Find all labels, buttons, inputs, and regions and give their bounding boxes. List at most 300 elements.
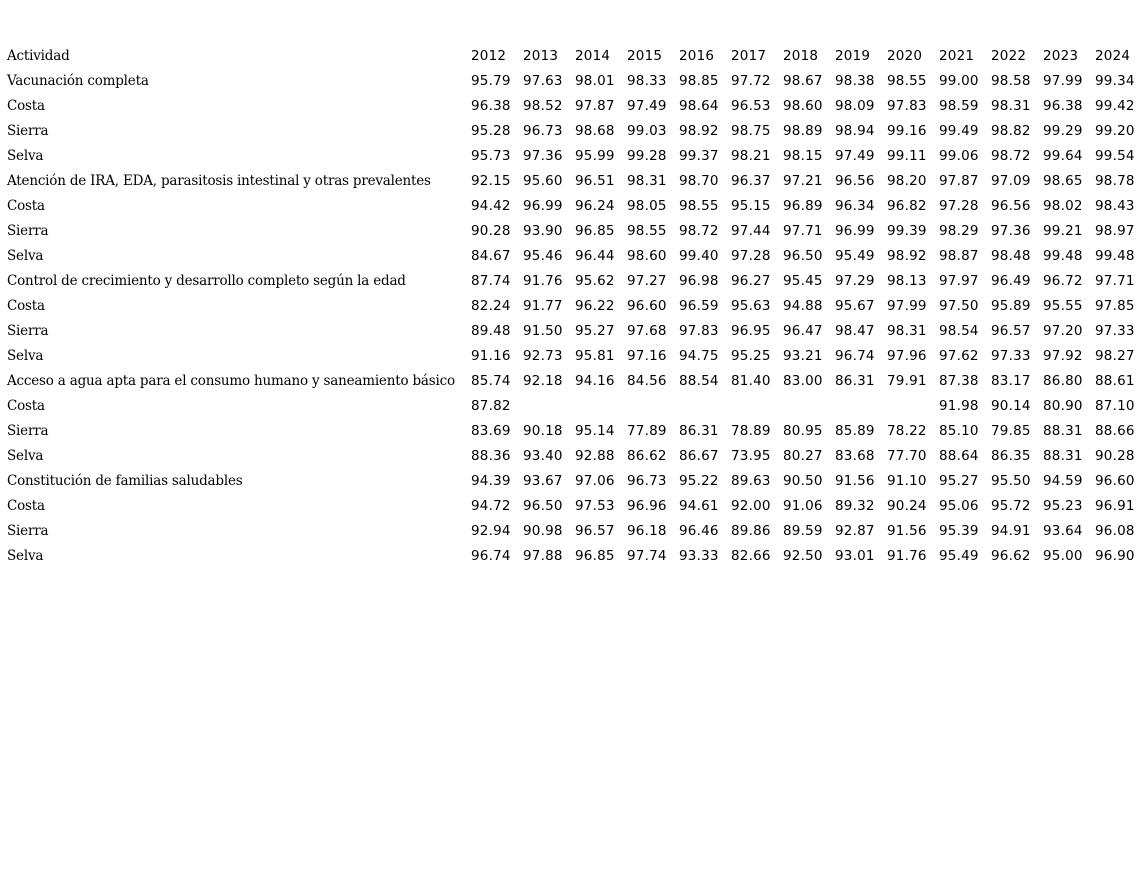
table-cell-value: 87.10 — [1095, 398, 1135, 414]
table-cell-value: 95.60 — [523, 173, 563, 189]
table-cell-value: 93.67 — [523, 473, 563, 489]
table-cell-value: 98.97 — [1095, 223, 1135, 239]
table-cell-value: 98.55 — [887, 73, 927, 89]
table-cell-value: 79.91 — [887, 373, 927, 389]
table-cell-value: 96.57 — [991, 323, 1031, 339]
table-cell-value: 95.39 — [939, 523, 979, 539]
table-cell-value: 93.64 — [1043, 523, 1083, 539]
table-cell-value: 92.87 — [835, 523, 875, 539]
table-cell-value: 96.56 — [991, 198, 1031, 214]
table-row — [7, 194, 1147, 219]
table-cell-value: 99.42 — [1095, 98, 1135, 114]
table-cell-value: 97.06 — [575, 473, 615, 489]
table-cell-value: 93.01 — [835, 548, 875, 564]
table-cell-value: 96.50 — [783, 248, 823, 264]
table-cell-value: 98.64 — [679, 98, 719, 114]
table-cell-value: 90.28 — [471, 223, 511, 239]
table-row — [7, 69, 1147, 94]
table-cell-value: 98.29 — [939, 223, 979, 239]
table-row — [7, 219, 1147, 244]
table-cell-value: 92.00 — [731, 498, 771, 514]
table-cell-value: 89.63 — [731, 473, 771, 489]
table-cell-value: 96.60 — [1095, 473, 1135, 489]
table-cell-value: 91.76 — [887, 548, 927, 564]
table-cell-value: 95.06 — [939, 498, 979, 514]
table-cell-value: 99.00 — [939, 73, 979, 89]
table-cell-value: 96.51 — [575, 173, 615, 189]
table-cell-value: 93.33 — [679, 548, 719, 564]
table-row — [7, 344, 1147, 369]
table-cell-value — [783, 394, 835, 419]
table-cell-value: 98.58 — [991, 73, 1031, 89]
table-cell-value: 96.91 — [1095, 498, 1135, 514]
table-cell-value: 95.81 — [575, 348, 615, 364]
table-cell-value: 98.38 — [835, 73, 875, 89]
table-cell-value: 98.48 — [991, 248, 1031, 264]
row-label: Sierra — [7, 523, 49, 539]
table-cell-value: 89.48 — [471, 323, 511, 339]
table-cell-value: 97.33 — [1095, 323, 1135, 339]
table-cell-value: 95.27 — [939, 473, 979, 489]
table-cell-value: 97.50 — [939, 298, 979, 314]
table-cell-value: 85.10 — [939, 423, 979, 439]
table-cell-value: 98.75 — [731, 123, 771, 139]
table-cell-value: 98.59 — [939, 98, 979, 114]
table-cell-value: 98.55 — [627, 223, 667, 239]
data-table — [7, 44, 1147, 569]
table-cell-value: 98.72 — [679, 223, 719, 239]
table-cell-value: 98.09 — [835, 98, 875, 114]
table-cell-value: 95.67 — [835, 298, 875, 314]
row-label: Control de crecimiento y desarrollo completo según la edad — [7, 273, 406, 289]
table-cell-value: 92.18 — [523, 373, 563, 389]
table-cell-value: 95.89 — [991, 298, 1031, 314]
table-cell-value: 95.23 — [1043, 498, 1083, 514]
table-cell-value: 97.28 — [731, 248, 771, 264]
table-cell-value: 95.25 — [731, 348, 771, 364]
table-cell-value: 97.71 — [783, 223, 823, 239]
table-cell-value: 98.01 — [575, 73, 615, 89]
table-cell-value: 98.20 — [887, 173, 927, 189]
table-cell-value: 95.49 — [939, 548, 979, 564]
table-cell-value: 97.49 — [835, 148, 875, 164]
table-cell-value: 90.18 — [523, 423, 563, 439]
table-cell-value: 99.34 — [1095, 73, 1135, 89]
table-cell-value: 91.06 — [783, 498, 823, 514]
table-cell-value: 97.09 — [991, 173, 1031, 189]
table-cell-value: 96.89 — [783, 198, 823, 214]
table-cell-value: 88.64 — [939, 448, 979, 464]
table-cell-value: 87.38 — [939, 373, 979, 389]
table-cell-value: 77.70 — [887, 448, 927, 464]
table-cell-value: 94.88 — [783, 298, 823, 314]
table-cell-value: 94.72 — [471, 498, 511, 514]
table-cell-value — [835, 394, 887, 419]
row-label: Selva — [7, 348, 44, 364]
table-cell-value: 98.89 — [783, 123, 823, 139]
row-label: Selva — [7, 248, 44, 264]
table-cell-value: 91.10 — [887, 473, 927, 489]
table-cell-value: 91.77 — [523, 298, 563, 314]
table-cell-value: 97.83 — [679, 323, 719, 339]
table-cell-value: 96.18 — [627, 523, 667, 539]
table-cell-value: 96.50 — [523, 498, 563, 514]
table-cell-value: 97.87 — [575, 98, 615, 114]
table-cell-value: 96.85 — [575, 548, 615, 564]
table-cell-value: 95.79 — [471, 73, 511, 89]
table-cell-value: 98.70 — [679, 173, 719, 189]
table-cell-value: 96.37 — [731, 173, 771, 189]
row-label: Costa — [7, 398, 45, 414]
table-cell-value: 99.37 — [679, 148, 719, 164]
table-cell-value: 96.38 — [471, 98, 511, 114]
table-cell-value: 98.47 — [835, 323, 875, 339]
table-cell-value: 91.56 — [835, 473, 875, 489]
column-header-year: 2022 — [991, 48, 1027, 64]
table-cell-value: 97.71 — [1095, 273, 1135, 289]
table-cell-value: 98.52 — [523, 98, 563, 114]
table-cell-value: 94.42 — [471, 198, 511, 214]
table-cell-value: 98.02 — [1043, 198, 1083, 214]
table-cell-value: 96.99 — [523, 198, 563, 214]
table-cell-value: 93.90 — [523, 223, 563, 239]
table-cell-value: 97.68 — [627, 323, 667, 339]
table-cell-value: 90.24 — [887, 498, 927, 514]
row-label: Costa — [7, 498, 45, 514]
table-cell-value: 88.66 — [1095, 423, 1135, 439]
table-cell-value: 99.11 — [887, 148, 927, 164]
table-cell-value: 97.74 — [627, 548, 667, 564]
table-cell-value: 92.50 — [783, 548, 823, 564]
table-cell-value: 84.67 — [471, 248, 511, 264]
table-cell-value: 97.49 — [627, 98, 667, 114]
table-cell-value: 97.88 — [523, 548, 563, 564]
row-label: Costa — [7, 298, 45, 314]
table-cell-value: 86.31 — [679, 423, 719, 439]
table-cell-value: 98.27 — [1095, 348, 1135, 364]
table-cell-value: 95.45 — [783, 273, 823, 289]
row-label: Selva — [7, 548, 44, 564]
table-cell-value: 96.90 — [1095, 548, 1135, 564]
column-header-year: 2017 — [731, 48, 767, 64]
row-label: Costa — [7, 198, 45, 214]
table-cell-value — [679, 394, 731, 419]
table-cell-value: 99.64 — [1043, 148, 1083, 164]
table-cell-value: 85.89 — [835, 423, 875, 439]
table-cell-value — [575, 394, 627, 419]
row-label: Constitución de familias saludables — [7, 473, 243, 489]
table-cell-value: 94.75 — [679, 348, 719, 364]
table-cell-value: 98.55 — [679, 198, 719, 214]
table-cell-value: 96.96 — [627, 498, 667, 514]
table-cell-value: 96.56 — [835, 173, 875, 189]
table-cell-value: 94.39 — [471, 473, 511, 489]
table-row — [7, 519, 1147, 544]
table-cell-value: 97.33 — [991, 348, 1031, 364]
table-cell-value — [627, 394, 679, 419]
table-cell-value: 96.49 — [991, 273, 1031, 289]
table-cell-value: 98.92 — [679, 123, 719, 139]
table-cell-value: 95.62 — [575, 273, 615, 289]
table-cell-value: 83.00 — [783, 373, 823, 389]
table-cell-value: 98.21 — [731, 148, 771, 164]
table-cell-value: 99.28 — [627, 148, 667, 164]
table-cell-value: 97.28 — [939, 198, 979, 214]
column-header-year: 2012 — [471, 48, 507, 64]
table-cell-value: 88.54 — [679, 373, 719, 389]
table-cell-value: 80.27 — [783, 448, 823, 464]
row-label: Selva — [7, 448, 44, 464]
table-cell-value: 88.36 — [471, 448, 511, 464]
table-row — [7, 469, 1147, 494]
table-body — [7, 69, 1147, 569]
column-header-year: 2014 — [575, 48, 611, 64]
table-cell-value: 97.29 — [835, 273, 875, 289]
table-cell-value: 97.96 — [887, 348, 927, 364]
table-cell-value: 98.05 — [627, 198, 667, 214]
table-cell-value: 95.22 — [679, 473, 719, 489]
table-cell-value: 92.88 — [575, 448, 615, 464]
table-cell-value: 96.38 — [1043, 98, 1083, 114]
table-cell-value: 92.94 — [471, 523, 511, 539]
table-cell-value: 96.74 — [835, 348, 875, 364]
table-cell-value: 98.31 — [991, 98, 1031, 114]
table-cell-value: 99.21 — [1043, 223, 1083, 239]
table-cell-value: 97.44 — [731, 223, 771, 239]
table-cell-value — [887, 394, 939, 419]
table-cell-value: 97.36 — [523, 148, 563, 164]
column-header-year: 2018 — [783, 48, 819, 64]
table-row — [7, 94, 1147, 119]
table-cell-value: 96.85 — [575, 223, 615, 239]
table-cell-value: 97.72 — [731, 73, 771, 89]
table-cell-value: 97.62 — [939, 348, 979, 364]
table-cell-value: 97.20 — [1043, 323, 1083, 339]
column-header-year: 2013 — [523, 48, 559, 64]
table-cell-value: 91.16 — [471, 348, 511, 364]
table-cell-value: 96.82 — [887, 198, 927, 214]
column-header-activity: Actividad — [7, 48, 70, 64]
table-cell-value: 95.14 — [575, 423, 615, 439]
table-cell-value: 98.92 — [887, 248, 927, 264]
table-row — [7, 419, 1147, 444]
table-cell-value: 82.24 — [471, 298, 511, 314]
column-header-year: 2016 — [679, 48, 715, 64]
table-cell-value: 99.20 — [1095, 123, 1135, 139]
table-cell-value: 96.98 — [679, 273, 719, 289]
table-cell-value: 89.32 — [835, 498, 875, 514]
table-cell-value: 86.80 — [1043, 373, 1083, 389]
table-cell-value: 98.72 — [991, 148, 1031, 164]
table-cell-value: 96.62 — [991, 548, 1031, 564]
table-cell-value: 91.50 — [523, 323, 563, 339]
table-cell-value: 98.78 — [1095, 173, 1135, 189]
row-label: Selva — [7, 148, 44, 164]
table-cell-value: 97.16 — [627, 348, 667, 364]
table-cell-value: 97.99 — [887, 298, 927, 314]
column-header-year: 2019 — [835, 48, 871, 64]
table-cell-value: 90.28 — [1095, 448, 1135, 464]
table-cell-value: 96.99 — [835, 223, 875, 239]
table-cell-value: 96.60 — [627, 298, 667, 314]
table-cell-value: 96.74 — [471, 548, 511, 564]
column-header-year: 2023 — [1043, 48, 1079, 64]
table-cell-value — [523, 394, 575, 419]
table-cell-value: 96.73 — [627, 473, 667, 489]
table-cell-value: 96.22 — [575, 298, 615, 314]
table-cell-value: 96.27 — [731, 273, 771, 289]
table-cell-value: 89.86 — [731, 523, 771, 539]
table-cell-value: 98.85 — [679, 73, 719, 89]
table-cell-value: 96.08 — [1095, 523, 1135, 539]
table-cell-value: 95.55 — [1043, 298, 1083, 314]
row-label: Sierra — [7, 123, 49, 139]
table-cell-value: 97.92 — [1043, 348, 1083, 364]
table-cell-value: 95.72 — [991, 498, 1031, 514]
table-cell-value: 93.21 — [783, 348, 823, 364]
table-cell-value: 99.03 — [627, 123, 667, 139]
table-cell-value: 89.59 — [783, 523, 823, 539]
table-cell-value: 99.54 — [1095, 148, 1135, 164]
table-cell-value: 99.49 — [939, 123, 979, 139]
column-header-year: 2015 — [627, 48, 663, 64]
table-row — [7, 119, 1147, 144]
table-cell-value: 96.44 — [575, 248, 615, 264]
table-cell-value: 90.50 — [783, 473, 823, 489]
table-cell-value: 91.56 — [887, 523, 927, 539]
table-cell-value: 81.40 — [731, 373, 771, 389]
table-header-row — [7, 44, 1147, 69]
table-cell-value: 88.31 — [1043, 448, 1083, 464]
table-cell-value: 86.62 — [627, 448, 667, 464]
table-cell-value: 86.31 — [835, 373, 875, 389]
column-header-year: 2024 — [1095, 48, 1131, 64]
table-cell-value: 98.43 — [1095, 198, 1135, 214]
table-cell-value: 96.72 — [1043, 273, 1083, 289]
table-cell-value: 98.68 — [575, 123, 615, 139]
table-row — [7, 494, 1147, 519]
table-cell-value: 90.98 — [523, 523, 563, 539]
table-cell-value: 84.56 — [627, 373, 667, 389]
table-cell-value: 94.61 — [679, 498, 719, 514]
table-cell-value: 97.83 — [887, 98, 927, 114]
table-cell-value: 95.27 — [575, 323, 615, 339]
table-cell-value: 98.33 — [627, 73, 667, 89]
table-cell-value: 87.74 — [471, 273, 511, 289]
table-cell-value: 95.46 — [523, 248, 563, 264]
table-cell-value: 95.28 — [471, 123, 511, 139]
table-cell-value: 97.53 — [575, 498, 615, 514]
table-cell-value: 99.29 — [1043, 123, 1083, 139]
table-cell-value: 91.76 — [523, 273, 563, 289]
table-cell-value: 88.61 — [1095, 373, 1135, 389]
table-cell-value: 95.73 — [471, 148, 511, 164]
table-cell-value: 82.66 — [731, 548, 771, 564]
table-cell-value: 88.31 — [1043, 423, 1083, 439]
table-cell-value: 96.24 — [575, 198, 615, 214]
table-row — [7, 144, 1147, 169]
table-cell-value: 99.06 — [939, 148, 979, 164]
table-cell-value: 97.63 — [523, 73, 563, 89]
table-cell-value: 97.36 — [991, 223, 1031, 239]
table-cell-value: 95.99 — [575, 148, 615, 164]
table-cell-value: 79.85 — [991, 423, 1031, 439]
table-cell-value: 86.67 — [679, 448, 719, 464]
table-row — [7, 544, 1147, 569]
column-header-year: 2020 — [887, 48, 923, 64]
row-label: Sierra — [7, 423, 49, 439]
table-cell-value: 96.57 — [575, 523, 615, 539]
row-label: Sierra — [7, 323, 49, 339]
table-cell-value: 99.48 — [1095, 248, 1135, 264]
table-cell-value: 92.15 — [471, 173, 511, 189]
table-cell-value: 78.22 — [887, 423, 927, 439]
table-cell-value: 99.48 — [1043, 248, 1083, 264]
table-cell-value: 98.87 — [939, 248, 979, 264]
table-cell-value: 98.60 — [783, 98, 823, 114]
table-cell-value: 73.95 — [731, 448, 771, 464]
table-cell-value: 87.82 — [471, 398, 511, 414]
table-row — [7, 269, 1147, 294]
table-cell-value: 97.87 — [939, 173, 979, 189]
table-cell-value: 95.63 — [731, 298, 771, 314]
table-cell-value: 97.97 — [939, 273, 979, 289]
table-cell-value: 98.54 — [939, 323, 979, 339]
table-cell-value: 96.53 — [731, 98, 771, 114]
table-row — [7, 394, 1147, 419]
table-cell-value: 98.60 — [627, 248, 667, 264]
table-row — [7, 244, 1147, 269]
table-cell-value: 95.00 — [1043, 548, 1083, 564]
table-cell-value: 90.14 — [991, 398, 1031, 414]
table-cell-value: 83.17 — [991, 373, 1031, 389]
table-cell-value: 94.91 — [991, 523, 1031, 539]
table-cell-value: 96.95 — [731, 323, 771, 339]
table-cell-value: 95.15 — [731, 198, 771, 214]
table-cell-value: 96.59 — [679, 298, 719, 314]
table-row — [7, 369, 1147, 394]
table-cell-value: 85.74 — [471, 373, 511, 389]
table-cell-value: 96.73 — [523, 123, 563, 139]
row-label: Sierra — [7, 223, 49, 239]
row-label: Atención de IRA, EDA, parasitosis intestinal y otras prevalentes — [7, 173, 431, 189]
column-header-year: 2021 — [939, 48, 975, 64]
table-cell-value: 97.99 — [1043, 73, 1083, 89]
table-cell-value: 96.46 — [679, 523, 719, 539]
table-cell-value: 97.27 — [627, 273, 667, 289]
table-cell-value: 98.15 — [783, 148, 823, 164]
table-row — [7, 444, 1147, 469]
table-cell-value: 93.40 — [523, 448, 563, 464]
table-cell-value: 95.49 — [835, 248, 875, 264]
table-cell-value — [731, 394, 783, 419]
row-label: Costa — [7, 98, 45, 114]
table-row — [7, 169, 1147, 194]
row-label: Acceso a agua apta para el consumo humano y saneamiento básico — [7, 373, 455, 389]
table-cell-value: 94.59 — [1043, 473, 1083, 489]
table-cell-value: 99.40 — [679, 248, 719, 264]
table-cell-value: 98.31 — [627, 173, 667, 189]
table-cell-value: 99.39 — [887, 223, 927, 239]
table-cell-value: 97.21 — [783, 173, 823, 189]
table-cell-value: 97.85 — [1095, 298, 1135, 314]
table-cell-value: 83.68 — [835, 448, 875, 464]
table-cell-value: 86.35 — [991, 448, 1031, 464]
table-cell-value: 83.69 — [471, 423, 511, 439]
table-cell-value: 77.89 — [627, 423, 667, 439]
row-label: Vacunación completa — [7, 73, 149, 89]
table-cell-value: 78.89 — [731, 423, 771, 439]
